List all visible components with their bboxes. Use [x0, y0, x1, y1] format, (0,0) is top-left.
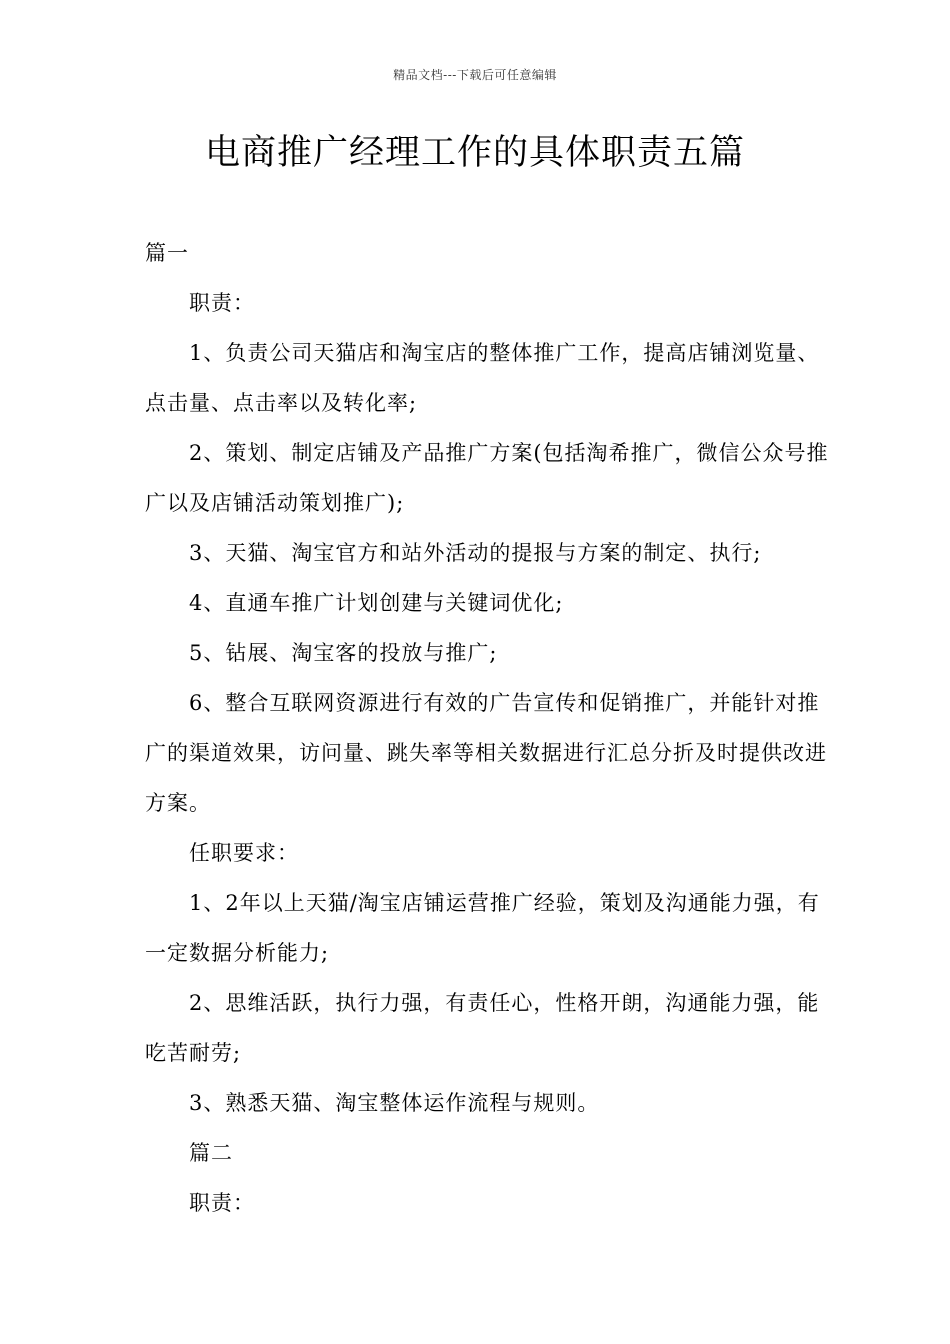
requirements-heading: 任职要求： — [189, 841, 299, 865]
duty-item-1: 1、负责公司天猫店和淘宝店的整体推广工作，提高店铺浏览量、点击量、点击率以及转化率; — [145, 341, 820, 415]
page-header: 精品文档---下载后可任意编辑 — [393, 68, 557, 82]
requirement-item-1: 1、2年以上天猫/淘宝店铺运营推广经验，策划及沟通能力强，有一定数据分析能力; — [145, 891, 820, 965]
duties-heading: 职责： — [189, 291, 255, 315]
duty-item-3: 3、天猫、淘宝官方和站外活动的提报与方案的制定、执行; — [189, 541, 762, 565]
requirement-item-2: 2、思维活跃，执行力强，有责任心，性格开朗，沟通能力强，能吃苦耐劳; — [145, 991, 820, 1065]
duty-item-2: 2、策划、制定店铺及产品推广方案(包括淘希推广，微信公众号推广以及店铺活动策划推广); — [145, 441, 829, 515]
requirement-item-3: 3、熟悉天猫、淘宝整体运作流程与规则。 — [189, 1091, 600, 1115]
document-title: 电商推广经理工作的具体职责五篇 — [204, 133, 745, 173]
duty-item-4: 4、直通车推广计划创建与关键词优化; — [189, 591, 564, 615]
duty-item-6: 6、整合互联网资源进行有效的广告宣传和促销推广，并能针对推广的渠道效果，访问量、跳失率等相关数据进行汇总分折及时提供改进方案。 — [145, 691, 827, 815]
section-heading-1: 篇一 — [145, 241, 189, 265]
document-body — [145, 228, 835, 1228]
duties-heading-2: 职责： — [189, 1191, 255, 1215]
duty-item-5: 5、钻展、淘宝客的投放与推广; — [189, 641, 498, 665]
section-heading-2: 篇二 — [189, 1141, 233, 1165]
